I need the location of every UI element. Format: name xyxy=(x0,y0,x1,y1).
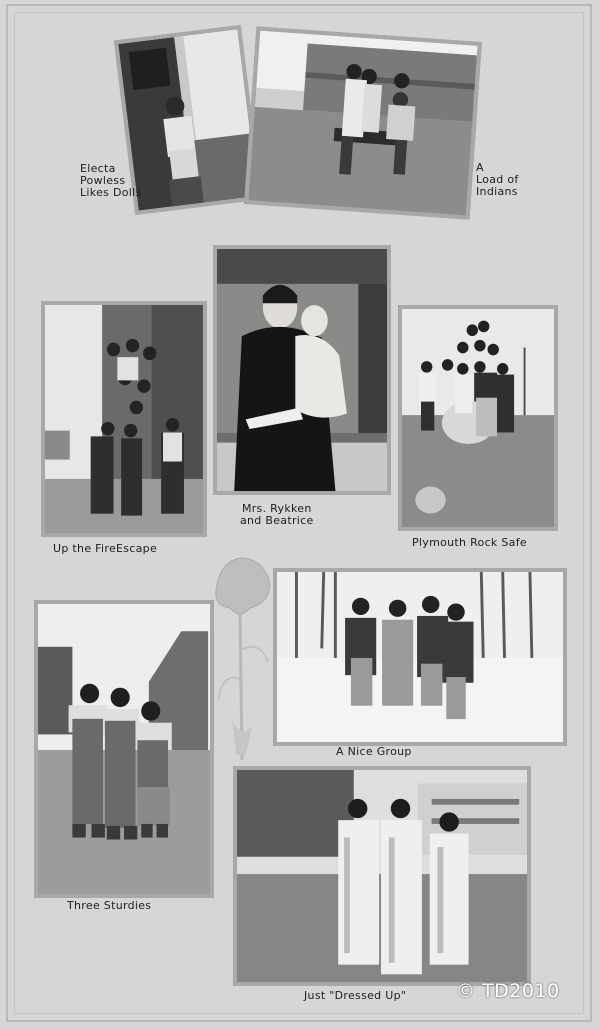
copyright-watermark: © TD2010 xyxy=(456,980,560,1002)
photo-three-sturdies xyxy=(34,600,214,898)
caption-mrs-rykken: Mrs. Rykken and Beatrice xyxy=(240,502,314,527)
caption-load-of-indians: A Load of Indians xyxy=(476,161,519,198)
photo-nice-group xyxy=(273,568,567,746)
caption-three-sturdies: Three Sturdies xyxy=(67,899,152,912)
photo-fire-escape xyxy=(41,301,207,537)
caption-electa-powless: Electa Powless Likes Dolls xyxy=(80,162,142,199)
photo-plymouth-rock xyxy=(398,305,558,531)
caption-nice-group: A Nice Group xyxy=(336,745,412,758)
photo-load-of-indians xyxy=(244,26,482,219)
photo-mrs-rykken xyxy=(213,245,391,495)
photo-dressed-up xyxy=(233,766,531,986)
caption-fire-escape: Up the FireEscape xyxy=(53,542,158,555)
caption-dressed-up: Just "Dressed Up" xyxy=(304,989,407,1002)
caption-plymouth-rock: Plymouth Rock Safe xyxy=(412,536,527,549)
tree-illustration xyxy=(212,550,274,760)
